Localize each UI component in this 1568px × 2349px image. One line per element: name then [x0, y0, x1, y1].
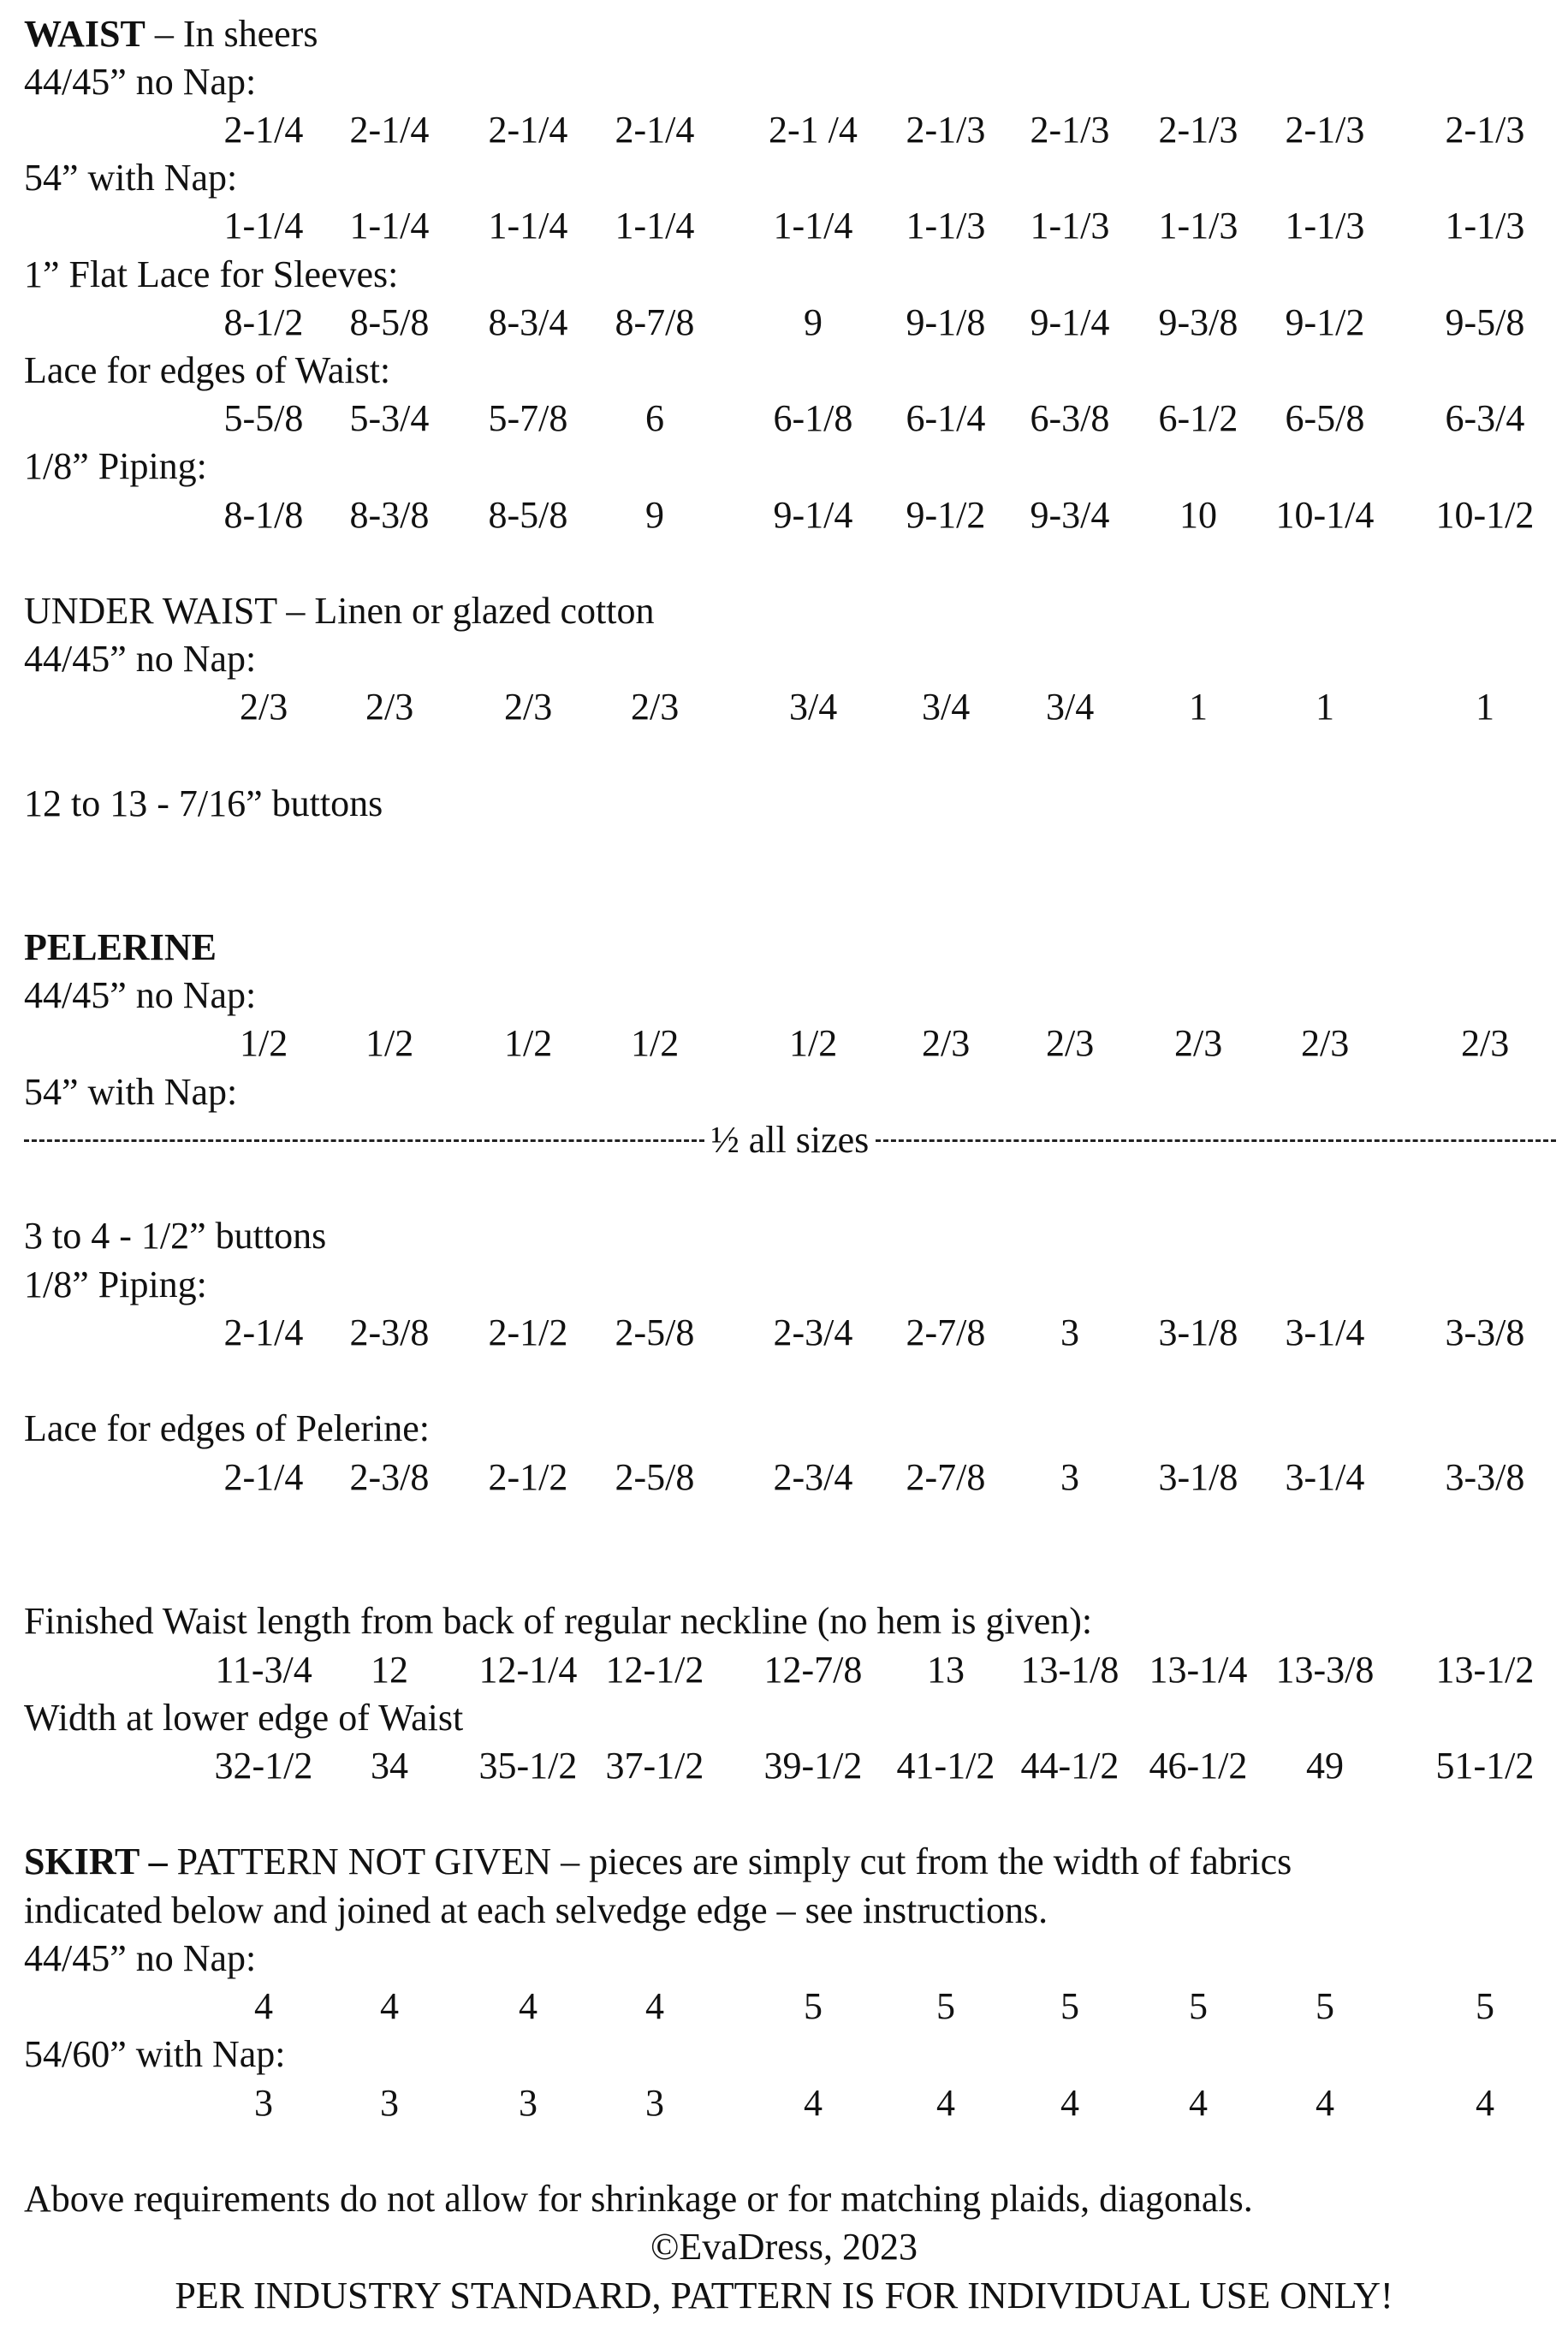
size-value-cell: 3 — [254, 2082, 273, 2124]
values-row — [0, 1022, 1568, 1067]
values-row — [0, 301, 1568, 347]
size-value-cell: 4 — [1189, 2082, 1208, 2124]
footer-notice: PER INDUSTRY STANDARD, PATTERN IS FOR INDIVIDUAL USE ONLY! — [175, 2275, 1393, 2316]
size-value-cell: 2/3 — [922, 1022, 971, 1064]
size-value-cell: 2/3 — [1461, 1022, 1510, 1064]
values-row — [0, 1651, 1568, 1694]
size-value-cell: 5 — [936, 1985, 955, 2027]
size-value-cell: 9-3/8 — [1158, 301, 1238, 343]
pelerine-row-label: 1/8” Piping: — [24, 1264, 207, 1305]
waist-subtitle: – In sheers — [145, 13, 318, 55]
size-value-cell: 3-3/8 — [1445, 1311, 1525, 1353]
size-value-cell: 2/3 — [1046, 1022, 1095, 1064]
size-value-cell: 9-1/4 — [1030, 301, 1110, 343]
size-value-cell: 6 — [645, 397, 664, 439]
size-value-cell: 1/2 — [631, 1022, 680, 1064]
size-value-cell: 5 — [1060, 1985, 1079, 2027]
size-value-cell: 44-1/2 — [1020, 1745, 1120, 1787]
size-value-cell: 9 — [804, 301, 823, 343]
size-value-cell: 3-1/8 — [1158, 1456, 1238, 1498]
size-value-cell: 3 — [1060, 1456, 1079, 1498]
size-value-cell: 1/2 — [365, 1022, 414, 1064]
waist-row-label: 54” with Nap: — [24, 157, 238, 199]
size-value-cell: 5-3/4 — [349, 397, 430, 439]
size-value-cell: 13-3/8 — [1275, 1649, 1375, 1691]
values-row — [0, 688, 1568, 731]
size-value-cell: 6-3/4 — [1445, 397, 1525, 439]
under-waist-row-label: 44/45” no Nap: — [24, 638, 257, 680]
size-value-cell: 6-3/8 — [1030, 397, 1110, 439]
all-sizes-line — [24, 1121, 1556, 1159]
size-value-cell: 10-1/2 — [1435, 494, 1535, 536]
size-value-cell: 4 — [804, 2082, 823, 2124]
size-value-cell: 1 — [1189, 686, 1208, 728]
size-value-cell: 2-1/4 — [349, 109, 430, 151]
waist-heading — [24, 15, 318, 53]
values-row — [0, 1985, 1568, 2031]
waist-row-label: Lace for edges of Waist: — [24, 349, 391, 391]
size-value-cell: 2/3 — [504, 686, 553, 728]
size-value-cell: 46-1/2 — [1149, 1745, 1248, 1787]
size-value-cell: 2-1/3 — [1445, 109, 1525, 151]
size-value-cell: 8-7/8 — [615, 301, 695, 343]
dash-divider — [24, 1139, 704, 1142]
size-value-cell: 4 — [645, 1985, 664, 2027]
size-value-cell: 1/2 — [240, 1022, 288, 1064]
skirt-intro-2: indicated below and joined at each selvedge edge – see instructions. — [24, 1889, 1048, 1931]
size-value-cell: 41-1/2 — [896, 1745, 995, 1787]
size-value-cell: 3 — [645, 2082, 664, 2124]
size-value-cell: 5 — [804, 1985, 823, 2027]
size-value-cell: 2-7/8 — [906, 1456, 986, 1498]
size-value-cell: 2/3 — [365, 686, 414, 728]
size-value-cell: 3-1/4 — [1285, 1456, 1365, 1498]
size-value-cell: 3-1/8 — [1158, 1311, 1238, 1353]
waist-row-label: 44/45” no Nap: — [24, 61, 257, 103]
size-value-cell: 6-1/8 — [773, 397, 853, 439]
size-value-cell: 1-1/4 — [615, 205, 695, 247]
size-value-cell: 3 — [380, 2082, 399, 2124]
size-value-cell: 1-1/3 — [906, 205, 986, 247]
size-value-cell: 1-1/4 — [773, 205, 853, 247]
size-value-cell: 5 — [1316, 1985, 1334, 2027]
skirt-row-label: 54/60” with Nap: — [24, 2033, 286, 2075]
size-value-cell: 1-1/3 — [1158, 205, 1238, 247]
values-row — [0, 1747, 1568, 1790]
size-value-cell: 39-1/2 — [763, 1745, 863, 1787]
size-value-cell: 1/2 — [504, 1022, 553, 1064]
size-value-cell: 9-1/2 — [1285, 301, 1365, 343]
size-value-cell: 1/2 — [789, 1022, 838, 1064]
size-value-cell: 1 — [1316, 686, 1334, 728]
size-value-cell: 8-5/8 — [488, 494, 568, 536]
size-value-cell: 5-7/8 — [488, 397, 568, 439]
size-value-cell: 1-1/4 — [349, 205, 430, 247]
pelerine-row-label: 44/45” no Nap: — [24, 974, 257, 1016]
size-value-cell: 2-1 /4 — [769, 109, 858, 151]
size-value-cell: 5 — [1189, 1985, 1208, 2027]
size-value-cell: 6-1/4 — [906, 397, 986, 439]
finished-width-label: Width at lower edge of Waist — [24, 1697, 464, 1739]
size-value-cell: 8-3/4 — [488, 301, 568, 343]
size-value-cell: 32-1/2 — [214, 1745, 313, 1787]
size-value-cell: 1 — [1476, 686, 1494, 728]
footer-copyright: ©EvaDress, 2023 — [650, 2226, 918, 2268]
size-value-cell: 2-1/2 — [488, 1456, 568, 1498]
size-value-cell: 12 — [371, 1649, 408, 1691]
waist-row-label: 1/8” Piping: — [24, 445, 207, 487]
size-value-cell: 51-1/2 — [1435, 1745, 1535, 1787]
size-value-cell: 37-1/2 — [605, 1745, 704, 1787]
dash-divider — [876, 1139, 1556, 1142]
finished-length-label: Finished Waist length from back of regular neckline (no hem is given): — [24, 1600, 1093, 1642]
size-value-cell: 2-3/8 — [349, 1456, 430, 1498]
size-value-cell: 2-3/4 — [773, 1311, 853, 1353]
size-value-cell: 8-3/8 — [349, 494, 430, 536]
under-waist-buttons: 12 to 13 - 7/16” buttons — [24, 782, 383, 824]
size-value-cell: 13-1/2 — [1435, 1649, 1535, 1691]
values-row — [0, 111, 1568, 154]
size-value-cell: 13-1/8 — [1020, 1649, 1120, 1691]
pelerine-row-label: 54” with Nap: — [24, 1071, 238, 1113]
size-value-cell: 9-1/2 — [906, 494, 986, 536]
size-value-cell: 4 — [254, 1985, 273, 2027]
size-value-cell: 4 — [519, 1985, 538, 2027]
size-value-cell: 9-1/4 — [773, 494, 853, 536]
footer-note: Above requirements do not allow for shrinkage or for matching plaids, diagonals. — [24, 2178, 1253, 2220]
size-value-cell: 11-3/4 — [215, 1649, 312, 1691]
values-row — [0, 207, 1568, 250]
values-row — [0, 494, 1568, 539]
size-value-cell: 2-1/4 — [488, 109, 568, 151]
size-value-cell: 2-1/3 — [1030, 109, 1110, 151]
size-value-cell: 5-5/8 — [223, 397, 304, 439]
values-row — [0, 2084, 1568, 2127]
values-row — [0, 397, 1568, 443]
size-value-cell: 3 — [519, 2082, 538, 2124]
size-value-cell: 10-1/4 — [1275, 494, 1375, 536]
size-value-cell: 2-1/3 — [1285, 109, 1365, 151]
size-value-cell: 2-1/4 — [615, 109, 695, 151]
size-value-cell: 3-3/8 — [1445, 1456, 1525, 1498]
size-value-cell: 2-3/8 — [349, 1311, 430, 1353]
size-value-cell: 2-1/3 — [1158, 109, 1238, 151]
size-value-cell: 2-3/4 — [773, 1456, 853, 1498]
size-value-cell: 3-1/4 — [1285, 1311, 1365, 1353]
size-value-cell: 12-7/8 — [763, 1649, 863, 1691]
size-value-cell: 2/3 — [1174, 1022, 1223, 1064]
skirt-title: SKIRT – — [24, 1841, 168, 1882]
size-value-cell: 2-1/4 — [223, 1456, 304, 1498]
size-value-cell: 4 — [936, 2082, 955, 2124]
size-value-cell: 3/4 — [1046, 686, 1095, 728]
size-value-cell: 34 — [371, 1745, 408, 1787]
waist-row-label: 1” Flat Lace for Sleeves: — [24, 253, 399, 295]
pelerine-buttons: 3 to 4 - 1/2” buttons — [24, 1215, 327, 1257]
values-row — [0, 1311, 1568, 1357]
size-value-cell: 2-5/8 — [615, 1456, 695, 1498]
size-value-cell: 8-1/2 — [223, 301, 304, 343]
waist-title: WAIST — [24, 13, 146, 55]
size-value-cell: 2-1/4 — [223, 1311, 304, 1353]
size-value-cell: 9-3/4 — [1030, 494, 1110, 536]
size-value-cell: 5 — [1476, 1985, 1494, 2027]
all-sizes-text: ½ all sizes — [710, 1119, 870, 1161]
size-value-cell: 1-1/3 — [1030, 205, 1110, 247]
size-value-cell: 8-1/8 — [223, 494, 304, 536]
size-value-cell: 35-1/2 — [478, 1745, 578, 1787]
size-value-cell: 13 — [927, 1649, 965, 1691]
size-value-cell: 2-7/8 — [906, 1311, 986, 1353]
under-waist-title: UNDER WAIST – Linen or glazed cotton — [24, 590, 655, 632]
size-value-cell: 4 — [380, 1985, 399, 2027]
size-value-cell: 4 — [1060, 2082, 1079, 2124]
pelerine-title: PELERINE — [24, 926, 217, 968]
size-value-cell: 2-5/8 — [615, 1311, 695, 1353]
size-value-cell: 12-1/4 — [478, 1649, 578, 1691]
size-value-cell: 10 — [1179, 494, 1217, 536]
size-value-cell: 6-1/2 — [1158, 397, 1238, 439]
size-value-cell: 1-1/3 — [1445, 205, 1525, 247]
size-value-cell: 2-1/3 — [906, 109, 986, 151]
size-value-cell: 13-1/4 — [1149, 1649, 1248, 1691]
size-value-cell: 3/4 — [789, 686, 838, 728]
size-value-cell: 9-5/8 — [1445, 301, 1525, 343]
size-value-cell: 2/3 — [1301, 1022, 1350, 1064]
size-value-cell: 2-1/2 — [488, 1311, 568, 1353]
size-value-cell: 12-1/2 — [605, 1649, 704, 1691]
pelerine-row-label: Lace for edges of Pelerine: — [24, 1407, 430, 1449]
size-value-cell: 2/3 — [631, 686, 680, 728]
size-value-cell: 9-1/8 — [906, 301, 986, 343]
size-value-cell: 2/3 — [240, 686, 288, 728]
size-value-cell: 4 — [1476, 2082, 1494, 2124]
size-value-cell: 1-1/4 — [223, 205, 304, 247]
size-value-cell: 49 — [1306, 1745, 1344, 1787]
size-value-cell: 3/4 — [922, 686, 971, 728]
skirt-intro: PATTERN NOT GIVEN – pieces are simply cut from the width of fabrics — [167, 1841, 1292, 1882]
size-value-cell: 8-5/8 — [349, 301, 430, 343]
size-value-cell: 1-1/4 — [488, 205, 568, 247]
skirt-row-label: 44/45” no Nap: — [24, 1937, 257, 1979]
values-row — [0, 1456, 1568, 1502]
size-value-cell: 6-5/8 — [1285, 397, 1365, 439]
size-value-cell: 4 — [1316, 2082, 1334, 2124]
size-value-cell: 1-1/3 — [1285, 205, 1365, 247]
size-value-cell: 9 — [645, 494, 664, 536]
size-value-cell: 2-1/4 — [223, 109, 304, 151]
skirt-heading — [24, 1843, 1292, 1881]
size-value-cell: 3 — [1060, 1311, 1079, 1353]
